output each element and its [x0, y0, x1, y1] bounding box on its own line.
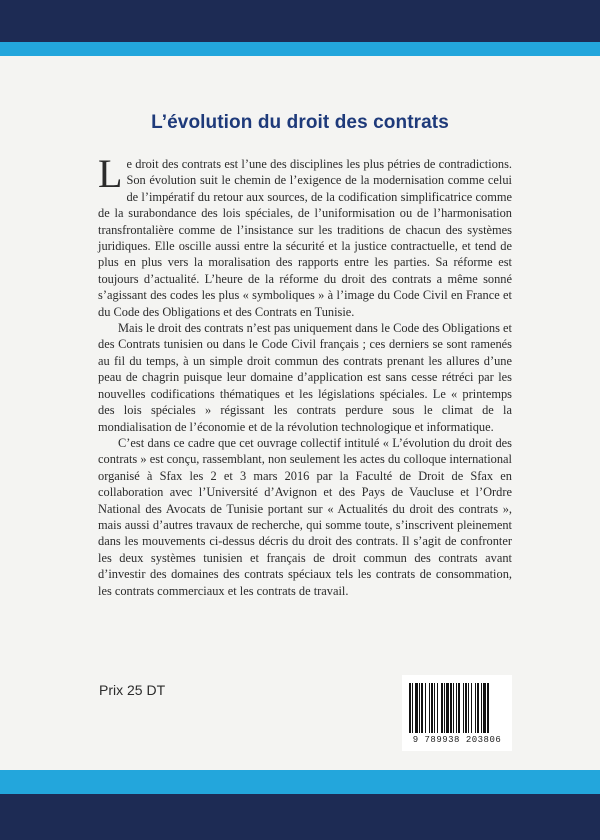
back-cover-text	[98, 151, 512, 599]
top-light-band	[0, 42, 600, 56]
barcode-icon	[407, 683, 507, 733]
isbn-number: 9 789938 203806	[412, 735, 502, 745]
drop-cap: L	[98, 151, 123, 196]
paragraph-1	[98, 151, 512, 320]
book-title: L’évolution du droit des contrats	[151, 112, 449, 133]
paragraph-3: C’est dans ce cadre que cet ouvrage collectif intitulé « L’évolution du droit des contrats » est conçu, rassemblant, non seulement les actes du colloque international organisé à Sfax les 2 et 3 mars 2016 par la Faculté de Droit de Sfax en collaboration avec l’Université d’Avignon et des Pays de Vaucluse et l’Ordre National des Avocats de Tunisie portant sur « Actualités du droit des contrats », mais aussi d’autres travaux de recherche, qui somme toute, s’inscrivent pleinement dans les mouvements ci-dessus décris du droit des contrats. Il s’agit de confronter les deux systèmes tunisien et français de droit commun des contrats avant d’investir des domaines des contrats spéciaux tels les contrats de consommation, les contrats commerciaux et les contrats de travail.	[98, 435, 512, 598]
price-label: Prix 25 DT	[99, 682, 166, 698]
paragraph-2: Mais le droit des contrats n’est pas uniquement dans le Code des Obligations et des Contrats tunisien ou dans le Code Civil français ; ces derniers se sont ramenés au fil du temps, à un simple droit commun des contrats prenant les allures d’une peau de chagrin puisque leur domaine d’application est sans cesse rétréci par les nouvelles codifications thématiques et les législations spéciales. Le « printemps des lois spéciales » régissant les contrats perdure sous le climat de la mondialisation de l’économie et de la révolution technologique et informatique.	[98, 321, 512, 434]
bottom-dark-band	[0, 794, 600, 840]
top-dark-band	[0, 0, 600, 42]
bottom-light-band	[0, 770, 600, 794]
paragraph-1-text: e droit des contrats est l’une des disciplines les plus pétries de contradictions. Son évolution suit le chemin de l’exigence de la modernisation comme celui de l’impératif du retour aux sources, de la codification simplificatrice comme de la surabondance des lois spéciales, de l’uniformisation ou de l’harmonisation transfrontalière comme de l’insistance sur les traditions de chacun des systèmes juridiques. Elle oscille aussi entre la sécurité et la justice contractuelle, et tend de plus en plus vers la moralisation des rapports entre les parties. Sa réforme est toujours d’actualité. L’heure de la réforme du droit des contrats a même sonné s’agissant des codes les plus « symboliques » à l’image du Code Civil en France et du Code des Obligations et des Contrats en Tunisie.	[98, 157, 512, 319]
isbn-barcode	[402, 675, 512, 751]
